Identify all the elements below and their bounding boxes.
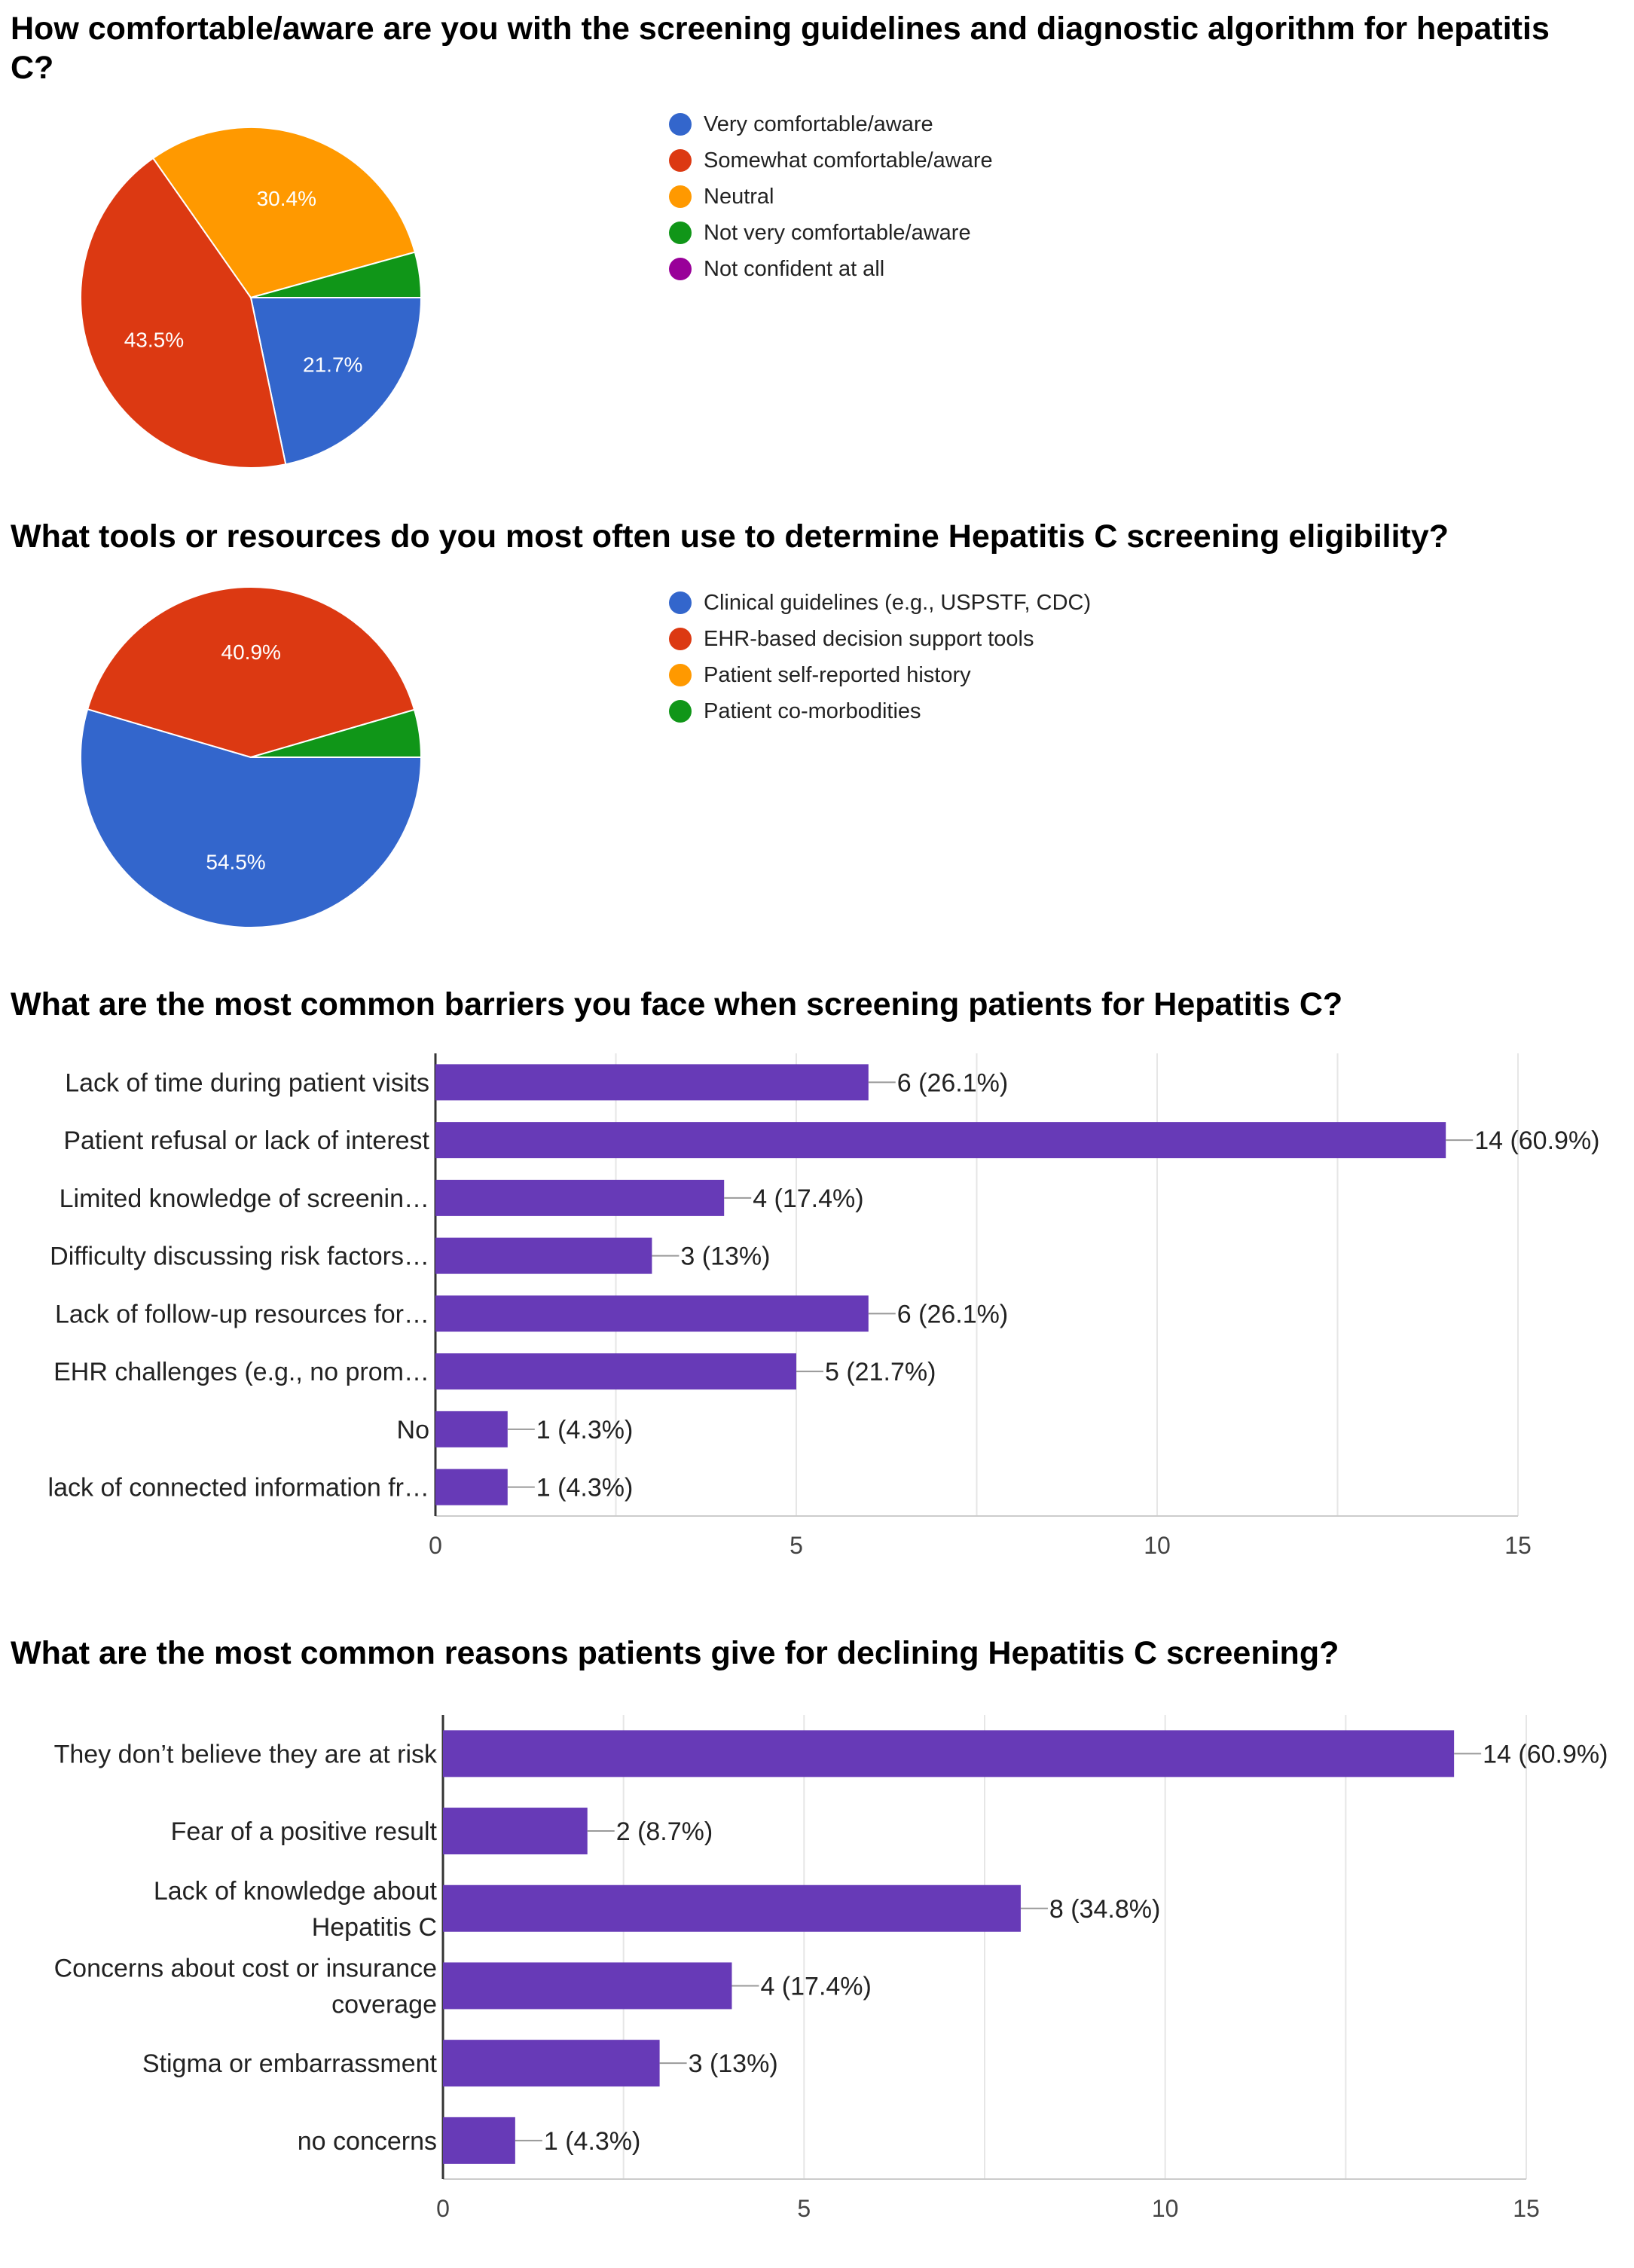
legend-item-2-3	[669, 693, 1091, 729]
category-label-3-3: Difficulty discussing risk factors…	[50, 1242, 429, 1271]
data-label-4-3: 4 (17.4%)	[760, 1972, 872, 2001]
category-label-3-1: Patient refusal or lack of interest	[63, 1126, 429, 1156]
bar-3-3	[435, 1238, 652, 1274]
chart-2-title: What tools or resources do you most often use to determine Hepatitis C screening eligibility?	[11, 518, 1449, 555]
data-label-3-4: 6 (26.1%)	[896, 1300, 1009, 1329]
bar-4-0	[443, 1730, 1454, 1777]
x-tick-label: 10	[1144, 1532, 1171, 1559]
bar-4-1	[443, 1808, 588, 1854]
data-label-3-5: 5 (21.7%)	[825, 1358, 936, 1387]
bar-4-4	[443, 2040, 660, 2086]
legend-swatch	[669, 700, 692, 723]
legend-item-1-2	[669, 179, 993, 215]
slice-label-1-1: 43.5%	[124, 328, 185, 352]
legend-swatch	[669, 628, 692, 650]
category-label-4-3: Concerns about cost or insurance coverage	[53, 1954, 437, 2019]
bar-4-5	[443, 2117, 515, 2164]
legend-swatch	[669, 258, 692, 280]
legend-label: Patient self-reported history	[704, 662, 971, 687]
bar-4-2	[443, 1885, 1021, 1932]
legend-swatch	[669, 149, 692, 172]
data-label-4-1: 2 (8.7%)	[615, 1817, 713, 1847]
slice-label-1-0: 21.7%	[303, 353, 363, 377]
data-label-3-0: 6 (26.1%)	[896, 1068, 1009, 1098]
category-label-4-5: no concerns	[297, 2126, 437, 2156]
data-label-4-0: 14 (60.9%)	[1483, 1740, 1608, 1769]
data-label-3-7: 1 (4.3%)	[536, 1473, 634, 1502]
category-label-4-0: They don’t believe they are at risk	[53, 1740, 437, 1769]
category-label-4-4: Stigma or embarrassment	[142, 2049, 437, 2079]
legend-item-1-4	[669, 251, 993, 287]
legend-label: Not confident at all	[704, 256, 885, 281]
category-label-3-0: Lack of time during patient visits	[65, 1068, 429, 1098]
bar-4-3	[443, 1962, 731, 2009]
legend-swatch	[669, 222, 692, 244]
legend-item-2-0	[669, 585, 1091, 621]
bar-3-6	[435, 1411, 508, 1447]
category-label-3-2: Limited knowledge of screenin…	[59, 1184, 429, 1213]
data-label-3-3: 3 (13%)	[680, 1242, 771, 1271]
data-label-4-5: 1 (4.3%)	[543, 2126, 641, 2156]
bar-3-4	[435, 1295, 869, 1331]
legend-label: Very comfortable/aware	[704, 112, 933, 136]
legend-item-2-1	[669, 621, 1091, 657]
x-tick-label: 15	[1513, 2195, 1540, 2222]
x-tick-label: 0	[429, 1532, 442, 1559]
bar-3-1	[435, 1122, 1446, 1158]
category-label-4-1: Fear of a positive result	[170, 1817, 437, 1847]
bar-3-5	[435, 1353, 796, 1389]
chart-1-title: How comfortable/aware are you with the screening guidelines and diagnostic algorithm for hepatitis C?	[11, 11, 1550, 86]
bar-chart-barriers	[0, 1040, 1634, 1567]
bar-chart-decline-reasons	[0, 1688, 1634, 2260]
data-label-3-2: 4 (17.4%)	[753, 1184, 864, 1213]
legend-item-1-3	[669, 215, 993, 251]
legend-label: EHR-based decision support tools	[704, 626, 1034, 651]
legend-item-1-1	[669, 142, 993, 179]
legend-comfort	[669, 106, 993, 287]
legend-swatch	[669, 185, 692, 208]
x-tick-label: 5	[797, 2195, 811, 2222]
legend-tools	[669, 585, 1091, 729]
category-label-3-7: lack of connected information fr…	[47, 1473, 429, 1502]
bar-3-0	[435, 1064, 869, 1100]
legend-label: Not very comfortable/aware	[704, 220, 971, 245]
category-label-3-5: EHR challenges (e.g., no prom…	[53, 1358, 429, 1387]
category-label-3-6: No	[396, 1415, 429, 1444]
bar-3-7	[435, 1469, 508, 1505]
slice-label-2-0: 54.5%	[206, 850, 266, 874]
category-label-4-2: Lack of knowledge about Hepatitis C	[153, 1876, 437, 1942]
bar-3-2	[435, 1180, 724, 1216]
legend-item-2-2	[669, 657, 1091, 693]
slice-label-2-1: 40.9%	[221, 640, 281, 664]
data-label-3-6: 1 (4.3%)	[536, 1415, 634, 1444]
x-tick-label: 5	[790, 1532, 803, 1559]
legend-swatch	[669, 664, 692, 686]
legend-label: Somewhat comfortable/aware	[704, 148, 993, 173]
data-label-4-4: 3 (13%)	[688, 2049, 778, 2079]
legend-swatch	[669, 113, 692, 136]
legend-item-1-0	[669, 106, 993, 142]
pie-chart-tools	[0, 588, 527, 964]
legend-label: Clinical guidelines (e.g., USPSTF, CDC)	[704, 590, 1092, 615]
x-tick-label: 10	[1151, 2195, 1179, 2222]
data-label-4-2: 8 (34.8%)	[1049, 1894, 1161, 1924]
data-label-3-1: 14 (60.9%)	[1474, 1126, 1600, 1156]
x-tick-label: 15	[1504, 1532, 1532, 1559]
x-tick-label: 0	[436, 2195, 450, 2222]
legend-swatch	[669, 591, 692, 614]
chart-4-title: What are the most common reasons patients give for declining Hepatitis C screening?	[11, 1635, 1339, 1671]
chart-3-title: What are the most common barriers you face when screening patients for Hepatitis C?	[11, 986, 1343, 1022]
slice-label-1-2: 30.4%	[256, 187, 317, 211]
pie-chart-comfort	[0, 128, 527, 505]
category-label-3-4: Lack of follow-up resources for…	[55, 1300, 429, 1329]
legend-label: Neutral	[704, 184, 774, 209]
legend-label: Patient co-morbodities	[704, 698, 921, 723]
